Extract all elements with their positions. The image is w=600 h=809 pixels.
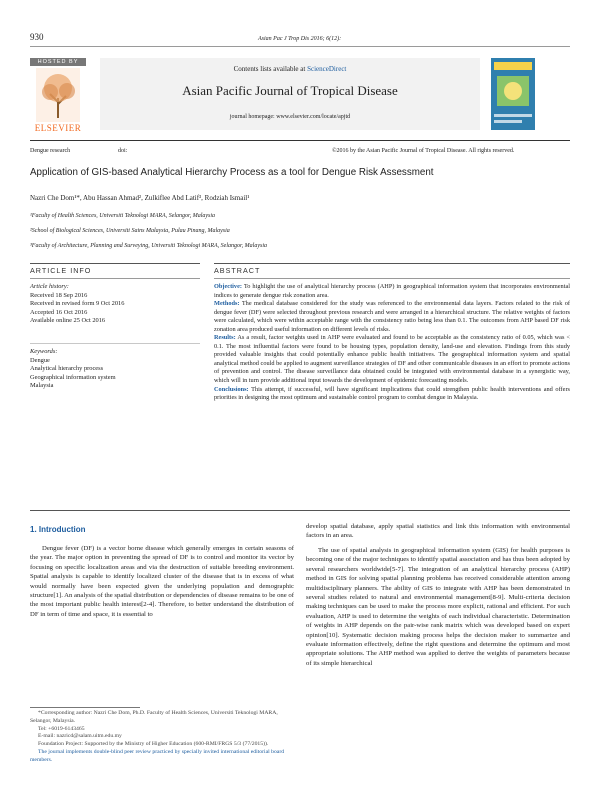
header-rule (30, 140, 570, 141)
page-number: 930 (30, 32, 44, 42)
objective-label: Objective: (214, 283, 242, 290)
publisher-name: ELSEVIER (34, 123, 82, 133)
abstract-heading: ABSTRACT (214, 266, 261, 275)
keyword-item: Malaysia (30, 382, 54, 390)
article-info-heading: ARTICLE INFO (30, 266, 92, 275)
abstract-bottom-rule (30, 510, 570, 511)
abstract-top-rule (214, 263, 570, 264)
keyword-item: Dengue (30, 356, 50, 364)
intro-right-paragraph-1: develop spatial database, apply spatial statistics and link this information with environmental factors in an area. (306, 523, 570, 540)
article-category: Dengue research (30, 148, 71, 154)
methods-text: The medical database considered for the study was referenced to the environmental data layers. Factors related to the risk of dengue fever (DF) were selected throughout previous research and were arranged in a hierarchical structure. The relative weights of factors were calculated, which were within acceptable range with the consistency ratio being less than 0.1. The outcomes from AHP based DF risk zonation area produced useful information on different levels of risks. (214, 300, 570, 333)
journal-title: Asian Pacific Journal of Tropical Disease (182, 83, 398, 98)
copyright-text: ©2016 by the Asian Pacific Journal of Tropical Disease. All rights reserved. (332, 148, 515, 154)
history-accepted: Accepted 16 Oct 2016 (30, 308, 88, 316)
corresponding-author: *Corresponding author: Nazri Che Dom, Ph.D. Faculty of Health Sciences, Universiti Teknologi MARA, Selangor, Malaysia. (30, 710, 278, 724)
affiliation-3: ³Faculty of Architecture, Planning and Surveying, Universiti Teknologi MARA, Selangor, Malaysia (30, 243, 267, 249)
info-sub-rule (30, 278, 200, 279)
intro-right-paragraph-2: The use of spatial analysis in geographical information system (GIS) for health purposes is becoming one of the major techniques to identify spatial association and has thus been adopted by several researchers worldwide[5-7]. The integration of an analytical hierarchy process (AHP) method in GIS for solving spatial planning problems has received considerable attention among multidisciplinary planners. The ability of GIS to integrate with AHP has been demonstrated in several studies related to natural and environmental management[8-9]. Multi-criteria decision making techniques can be used to make the process more explicit, rational and efficient. For such evaluation, AHP is used to determine the weights of each individual characteristic. Determination of weights in AHP depends on the pair-wise rank matrix which was developed based on expert opinion[10]. Systematic decision making process helps the decision maker to summarize and evaluate information effectively, define the right questions and determine the optimum and most appropriate solutions. The AHP method was applied to derive the weights of parameters because of its simple hierarchical (306, 547, 570, 667)
keywords (30, 348, 200, 391)
footnotes (30, 710, 294, 765)
journal-header (100, 58, 480, 130)
results-label: Results: (214, 334, 236, 342)
author-email[interactable]: E-mail: nazricd@salam.uitm.edu.my (38, 733, 122, 740)
keywords-label: Keywords: (30, 348, 58, 355)
author-list: Nazri Che Dom¹*, Abu Hassan Ahmad², Zulkiflee Abd Latif³, Rodziah Ismail¹ (30, 194, 250, 202)
elsevier-tree-icon (36, 68, 80, 122)
history-online: Available online 25 Oct 2016 (30, 317, 106, 325)
running-head: Asian Pac J Trop Dis 2016; 6(12): (258, 36, 342, 42)
objective-text: To highlight the use of analytical hierarchy process (AHP) in geographical information system that incorporates environmental indices to generate dengue risk zonation area. (214, 283, 570, 299)
affiliation-1: ¹Faculty of Health Sciences, Universiti Teknologi MARA, Selangor, Malaysia (30, 213, 216, 219)
contents-prefix: Contents lists available at (233, 65, 308, 73)
affiliation-2: ²School of Biological Sciences, Universiti Sains Malaysia, Pulau Pinang, Malaysia (30, 228, 230, 234)
history-label: Article history: (30, 283, 69, 290)
doi-label: doi: (118, 148, 128, 154)
intro-left-paragraph: Dengue fever (DF) is a vector borne disease which generally emerges in certain seasons of the year. The major option in preventing the spread of DF is to control and monitor its vector by focusing on specific localization areas and via the destruction of suitable breeding environment. Spatial analysis is capable to identify localized cluster of the disease that is in excess of what would normally have been expected given the underlying population and demographic structure[1]. An analysis of the spatial distribution or dependencies of disease remains to be one of the most important public health interest[2-4]. Therefore, to better understand the distribution of DF in term of time and space, it is essential to (30, 545, 294, 618)
article-title: Application of GIS-based Analytical Hierarchy Process as a tool for Dengue Risk Assessment (30, 167, 434, 178)
journal-cover-image (491, 58, 535, 130)
keywords-rule (30, 343, 200, 344)
methods-label: Methods: (214, 300, 240, 308)
top-rule (30, 46, 570, 47)
conclusions-text: This attempt, if successful, will have significant implications that could strengthen public health interventions and offers priorities in designing the most optimum and sustainable control program to combat dengue in Malaysia. (214, 385, 570, 402)
keyword-item: Geographical information system (30, 373, 116, 381)
info-top-rule (30, 263, 200, 264)
article-history (30, 283, 200, 326)
footnote-rule (30, 707, 140, 708)
foundation-project: Foundation Project: Supported by the Ministry of Higher Education (600-RMI/FRGS 5/3 (77/2015)). (38, 741, 269, 748)
introduction-heading: 1. Introduction (30, 525, 86, 534)
abstract-sub-rule (214, 278, 570, 279)
contents-line (100, 65, 480, 73)
journal-homepage[interactable]: journal homepage: www.elsevier.com/locate/apjtd (229, 114, 351, 120)
author-tel: Tel: +6019-6143465 (38, 725, 85, 732)
history-revised: Received in revised form 9 Oct 2016 (30, 300, 125, 308)
results-text: As a result, factor weights used in AHP were evaluated and found to be acceptable as the consistency ratio of 0.05, which was < 0.1. The most influential factors were found to be housing types, population density, land-use and elevation. Findings from this study provided valuable insights that could potentially enhance public health initiatives. The geographical information system and spatial analytical method could be applied to augment surveillance strategies of DF and other communicable diseases in an effort to promote actions of prevention and control. The disease surveillance data obtained could be integrated with environmental database in a synergistic way, which will in turn provide additional input towards the development of epidemic forecasting models. (214, 334, 570, 385)
keyword-item: Analytical hierarchy process (30, 365, 104, 373)
hosted-by-label: HOSTED BY (30, 58, 86, 66)
sciencedirect-link[interactable]: ScienceDirect (307, 65, 347, 73)
history-received: Received 18 Sep 2016 (30, 291, 88, 299)
journal-review-note: The journal implements double-blind peer review practiced by specially invited international editorial board members. (30, 748, 285, 763)
abstract-body (214, 283, 570, 403)
conclusions-label: Conclusions: (214, 385, 249, 393)
